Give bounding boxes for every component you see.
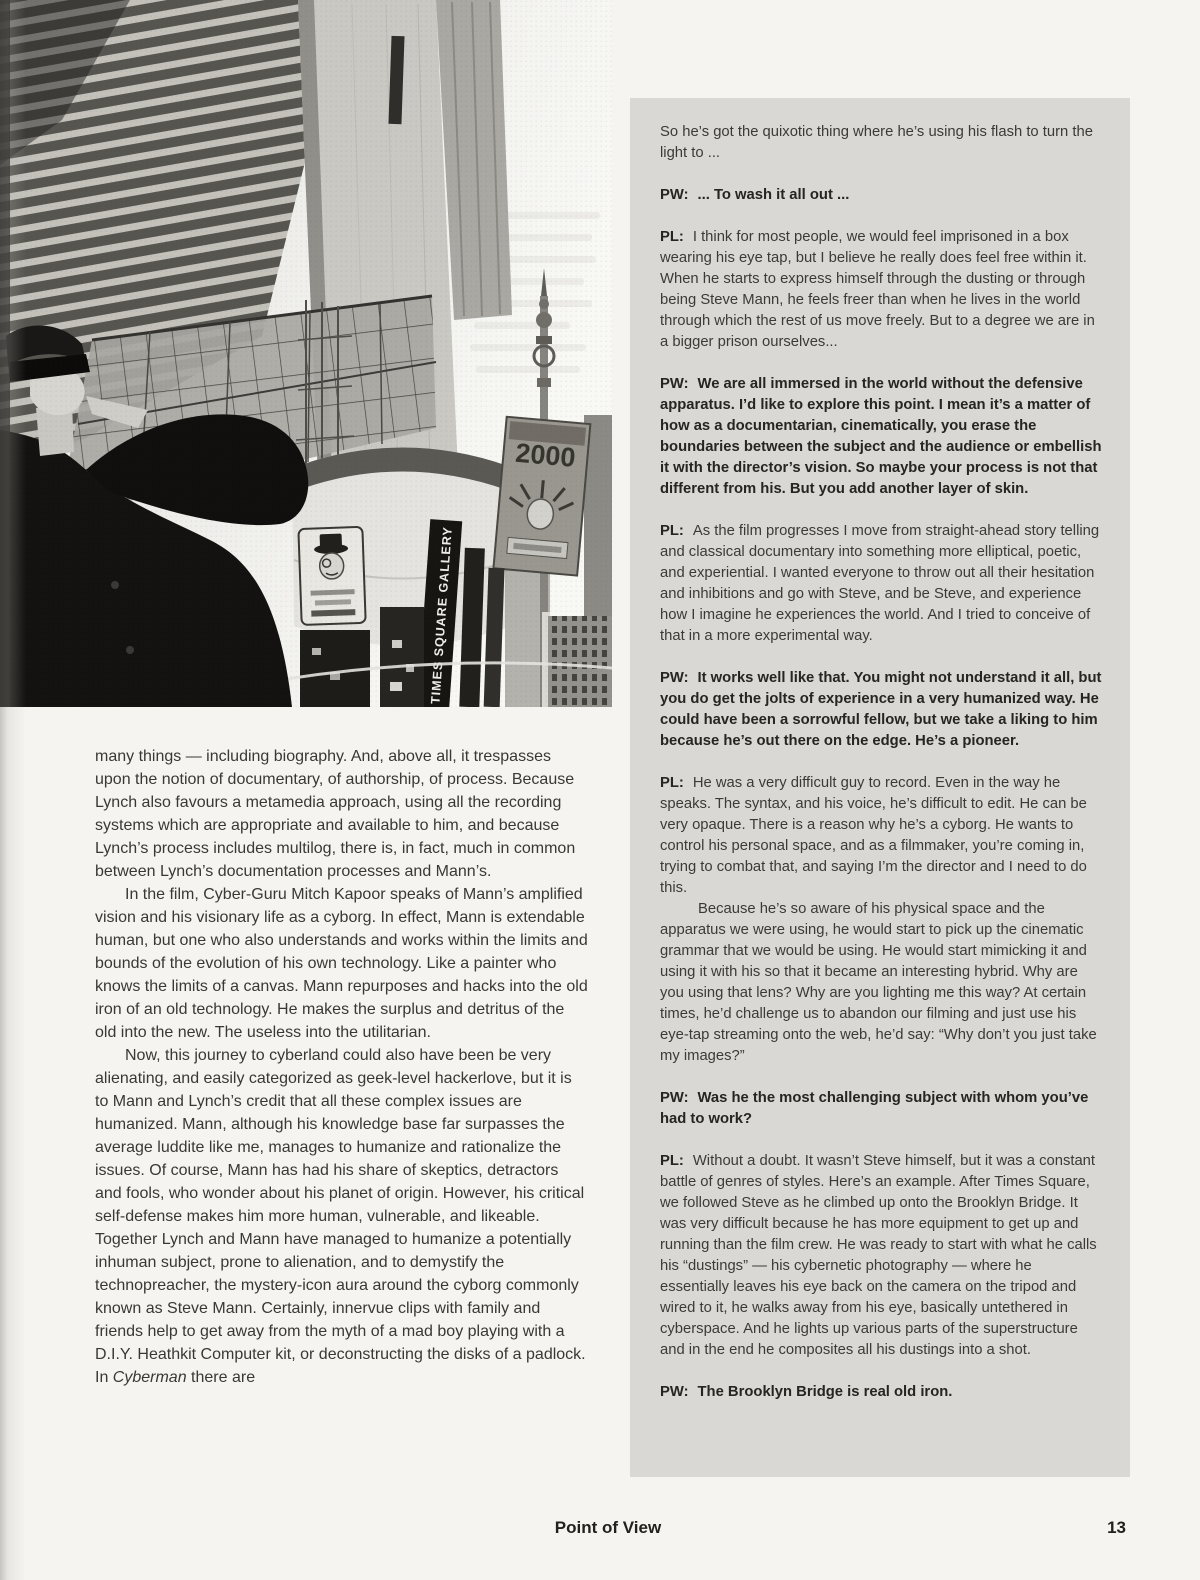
page-number: 13: [1107, 1518, 1126, 1537]
speaker-label: PL:: [660, 523, 684, 539]
speaker-label: PL:: [660, 775, 684, 791]
interview-text: ... To wash it all out ...: [697, 187, 850, 203]
interview-text: As the film progresses I move from straight-ahead story telling and classical documentary into something more elliptical, poetic, and experiential. I wanted everyone to throw out all their hesitation and inhibitions and go with Steve, and be Steve, and experience how I imagine he experiences the world. And I tried to conceive of that in a more experimental way.: [660, 523, 1100, 644]
interview-paragraph: [660, 1088, 1102, 1130]
interview-text: He was a very difficult guy to record. Even in the way he speaks. The syntax, and his voice, he’s difficult to edit. He can be very opaque. There is a reason why he’s a cyborg. He wants to control his personal space, and as a filmmaker, you’re coming in, trying to combat that, and saying I’m the director and I need to do this.: [660, 775, 1087, 896]
interview-paragraph: [660, 227, 1102, 353]
speaker-label: PL:: [660, 229, 684, 245]
article-paragraph: [95, 883, 589, 1044]
page-gutter: [0, 0, 10, 707]
speaker-label: PW:: [660, 1384, 689, 1400]
interview-text: It works well like that. You might not understand it all, but you do get the jolts of experience in a very humanized way. He could have been a sorrowful fellow, but we take a liking to him because he’s out there on the edge. He’s a pioneer.: [660, 670, 1102, 749]
interview-paragraph: [660, 1382, 1102, 1403]
film-title: Cyberman: [112, 1369, 187, 1386]
speaker-label: PW:: [660, 376, 689, 392]
times-square-photograph: [0, 0, 612, 707]
interview-text: Without a doubt. It wasn’t Steve himself, but it was a constant battle of genres of styles. Here’s an example. After Times Square, we followed Steve as he climbed up onto the Brooklyn Bridge. It was very difficult because he has more equipment to get up and running than the film crew. He was ready to start with what he calls his “dustings” — his cybernetic photography — where he essentially leaves his eye back on the camera on the tripod and wired to it, he walks away from his eye, basically untethered in cyberspace. And he lights up various parts of the superstructure and in the end he composites all his dustings into a shot.: [660, 1153, 1097, 1358]
speaker-label: PW:: [660, 1090, 689, 1106]
text-segment: In the film, Cyber-Guru Mitch Kapoor speaks of Mann’s amplified vision and his visionary life as a cyborg. In effect, Mann is extendable human, but one who also understands and works within the limits and bounds of the evolution of his own technology. Like a painter who knows the limits of a canvas. Mann repurposes and hacks into the old iron of an old technology. He makes the surplus and detritus of the old into the new. The useless into the utilitarian.: [95, 886, 588, 1041]
interview-paragraph: [660, 374, 1102, 500]
interview-paragraph: [660, 668, 1102, 752]
speaker-label: PW:: [660, 670, 689, 686]
photo-illustration: [0, 0, 612, 707]
text-segment: many things — including biography. And, above all, it trespasses upon the notion of documentary, of authorship, of process. Because Lynch also favours a metamedia approach, using all the recording systems which are appropriate and available to him, and because Lynch’s process includes multilog, there is, in fact, much in common between Lynch’s documentation processes and Mann’s.: [95, 748, 576, 880]
halftone-overlay: [0, 0, 612, 707]
speaker-label: PW:: [660, 187, 689, 203]
interview-text: So he’s got the quixotic thing where he’s using his flash to turn the light to ...: [660, 124, 1093, 161]
article-paragraph: [95, 1044, 589, 1389]
footer-journal-title: Point of View: [554, 1518, 662, 1537]
interview-paragraph: [660, 185, 1102, 206]
article-paragraph: [95, 745, 589, 883]
interview-panel: [630, 98, 1130, 1477]
interview-text: I think for most people, we would feel imprisoned in a box wearing his eye tap, but I believe he really does feel free within it. When he starts to express himself through the dusting or through being Steve Mann, he feels freer than when he lives in the world through which the rest of us move freely. But to a degree we are in a bigger prison ourselves...: [660, 229, 1095, 350]
interview-paragraph: [660, 899, 1102, 1067]
text-segment: Now, this journey to cyberland could also have been be very alienating, and easily categorized as geek-level hackerlove, but it is to Mann and Lynch’s credit that all these complex issues are humanized. Mann, although his knowledge base far surpasses the average luddite like me, manages to humanize and rationalize the issues. Of course, Mann has had his share of skeptics, detractors and fools, who wonder about his planet of origin. However, his critical self-defense makes him more human, vulnerable, and likeable. Together Lynch and Mann have managed to humanize a potentially inhuman subject, prone to alienation, and to demystify the technopreacher, the mystery-icon aura around the cyborg commonly known as Steve Mann. Certainly, innervue clips with family and friends help to get away from the myth of a mad boy playing with a D.I.Y. Heathkit Computer kit, or deconstructing the disks of a padlock. In: [95, 1047, 586, 1386]
interview-text: We are all immersed in the world without the defensive apparatus. I’d like to explore this point. I mean it’s a matter of how as a documentarian, cinematically, you erase the boundaries between the subject and the audience or embellish it with the director’s vision. So maybe your process is not that different from his. But you add another layer of skin.: [660, 376, 1102, 497]
interview-paragraph: [660, 521, 1102, 647]
interview-paragraph: [660, 122, 1102, 164]
text-segment: there are: [186, 1369, 256, 1386]
article-column: [95, 745, 589, 1389]
interview-text: Was he the most challenging subject with whom you’ve had to work?: [660, 1090, 1089, 1127]
speaker-label: PL:: [660, 1153, 684, 1169]
interview-text: The Brooklyn Bridge is real old iron.: [697, 1384, 953, 1400]
interview-paragraph: [660, 773, 1102, 899]
interview-text: Because he’s so aware of his physical space and the apparatus we were using, he would start to pick up the cinematic grammar that we would be using. He would start mimicking it and using it with his so that it became an interesting hybrid. Why are you using that lens? Why are you lighting me this way? At certain times, he’d challenge us to abandon our filming and just use his eye-tap streaming onto the web, he’d say: “Why don’t you just take my images?”: [660, 901, 1097, 1064]
interview-paragraph: [660, 1151, 1102, 1361]
